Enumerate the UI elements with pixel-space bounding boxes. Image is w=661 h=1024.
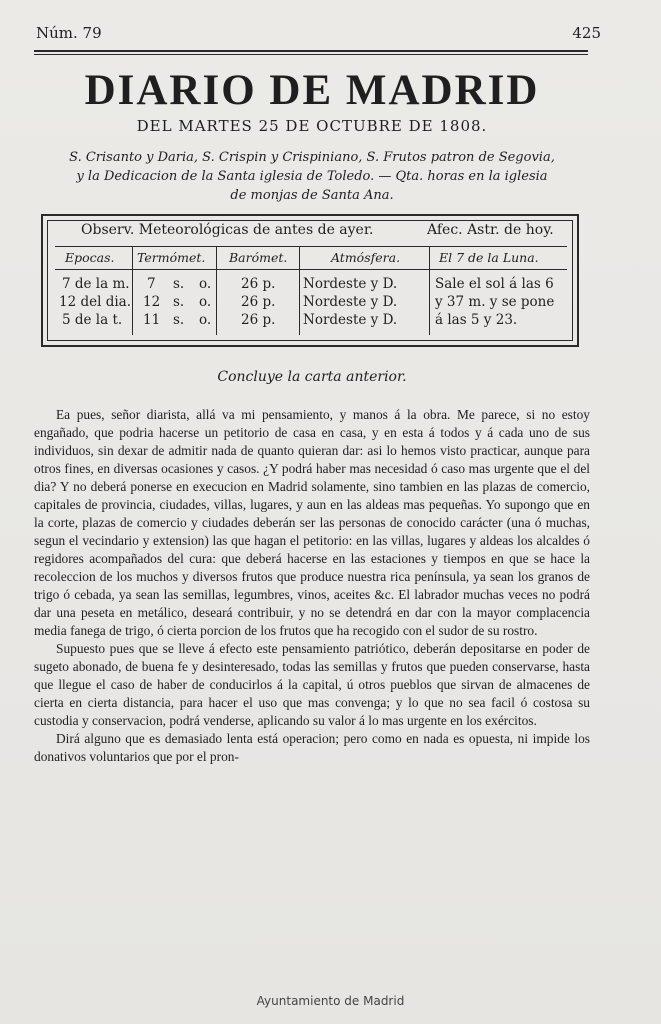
article-body [34, 406, 590, 766]
weather-title: Observ. Meteorológicas de antes de ayer. [81, 222, 374, 238]
row-astro: y 37 m. y se pone [435, 294, 555, 310]
col-divider [132, 247, 133, 335]
row-o: o. [199, 294, 212, 310]
col-header-luna: El 7 de la Luna. [439, 250, 539, 265]
saints-line: de monjas de Santa Ana. [230, 188, 394, 203]
row-o: o. [199, 276, 212, 292]
row-atmosfera: Nordeste y D. [303, 294, 398, 310]
article-paragraph: Ea pues, señor diarista, allá va mi pensamiento, y manos á la obra. Me parece, si no estoy engañado, que podria hacerse un petitorio de casa en casa, y en esta á todos y á cada uno de sus individuos, sin dexar de admitir nada de quanto quieran dar: asi lo hemos visto practicar, aunque para otros fines, en diversas ocasiones y casos. ¿Y podrá haber mas necesidad ó caso mas urgente que el del dia? Y no deberá ponerse en execucion en Madrid solamente, sino tambien en las plazas de comercio, capitales de provincia, ciudades, villas, lugares, y aun en las aldeas mas pequeñas. Yo supongo que en la corte, plazas de comercio y ciudades deberán ser las personas de conocido carácter (una ó muchas, segun el vecindario y extension) las que hagan el petitorio: en las villas, lugares y aldeas los alcaldes ó regidores acompañados del cura: que deberá hacerse en las estaciones y tiempos en que se hace la recoleccion de los muchos y diversos frutos que produce nuestra rica península, ya sean los granos de trigo ó cebada, ya sean las semillas, legumbres, vinos, aceites &c. El labrador muchas veces no podrá dar una peseta en metálico, deseará contribuir, y no se detendrá en dar con la mayor complacencia media fanega de trigo, ó cierta porcion de los frutos que ha recogido con el sudor de su rostro. [34, 407, 590, 638]
row-termometro: 11 [143, 312, 161, 328]
header-rule-thin [34, 54, 588, 55]
saints-line: S. Crisanto y Daria, S. Crispin y Crispiniano, S. Frutos patron de Segovia, [69, 150, 555, 165]
row-astro: á las 5 y 23. [435, 312, 518, 328]
source-credit: Ayuntamiento de Madrid [256, 994, 405, 1008]
saints-line: y la Dedicacion de la Santa iglesia de Toledo. — Qta. horas en la iglesia [76, 169, 548, 184]
col-divider [299, 247, 300, 335]
row-epoca: 5 de la t. [62, 312, 123, 328]
row-barometro: 26 p. [241, 294, 276, 310]
col-header-termometro: Termómet. [137, 250, 206, 265]
col-divider [429, 247, 430, 335]
saints-of-the-day [36, 148, 588, 205]
row-s: s. [173, 312, 185, 328]
row-s: s. [173, 276, 185, 292]
article-heading: Concluye la carta anterior. [217, 369, 407, 385]
row-epoca: 12 del dia. [59, 294, 132, 310]
row-termometro: 12 [143, 294, 161, 310]
row-o: o. [199, 312, 212, 328]
issue-number: Núm. 79 [36, 24, 102, 42]
article-paragraph: Supuesto pues que se lleve á efecto este pensamiento patriótico, deberán depositarse en poder de sugeto abonado, de buena fe y desinteresado, todas las semillas y frutos que pueden conservarse, hasta que llegue el caso de haber de conducirlos á la capital, ú otros pueblos que sirvan de almacenes de cierta en cierta distancia, para hacer el uso que mas convenga; y lo que no sea facil ó costosa su custodia y conservacion, podrá venderse, aplicando su valor á lo mas urgente en los exércitos. [34, 641, 590, 728]
col-header-epocas: Epocas. [65, 250, 115, 265]
col-header-atmosfera: Atmósfera. [331, 250, 401, 265]
dateline: DEL MARTES 25 DE OCTUBRE DE 1808. [136, 117, 488, 135]
row-termometro: 7 [147, 276, 156, 292]
col-header-barometro: Barómet. [229, 250, 288, 265]
astro-title: Afec. Astr. de hoy. [427, 222, 554, 238]
row-s: s. [173, 294, 185, 310]
row-barometro: 26 p. [241, 276, 276, 292]
row-epoca: 7 de la m. [62, 276, 130, 292]
article-paragraph: Dirá alguno que es demasiado lenta está operacion; pero como en nada es opuesta, ni impide los donativos voluntarios que por el pron- [34, 731, 590, 764]
row-barometro: 26 p. [241, 312, 276, 328]
col-divider [216, 247, 217, 335]
row-astro: Sale el sol á las 6 [435, 276, 554, 292]
weather-table [41, 214, 579, 347]
masthead-title: DIARIO DE MADRID [84, 67, 540, 114]
header-rule [34, 50, 588, 52]
page-number: 425 [572, 24, 601, 42]
row-atmosfera: Nordeste y D. [303, 312, 398, 328]
row-atmosfera: Nordeste y D. [303, 276, 398, 292]
